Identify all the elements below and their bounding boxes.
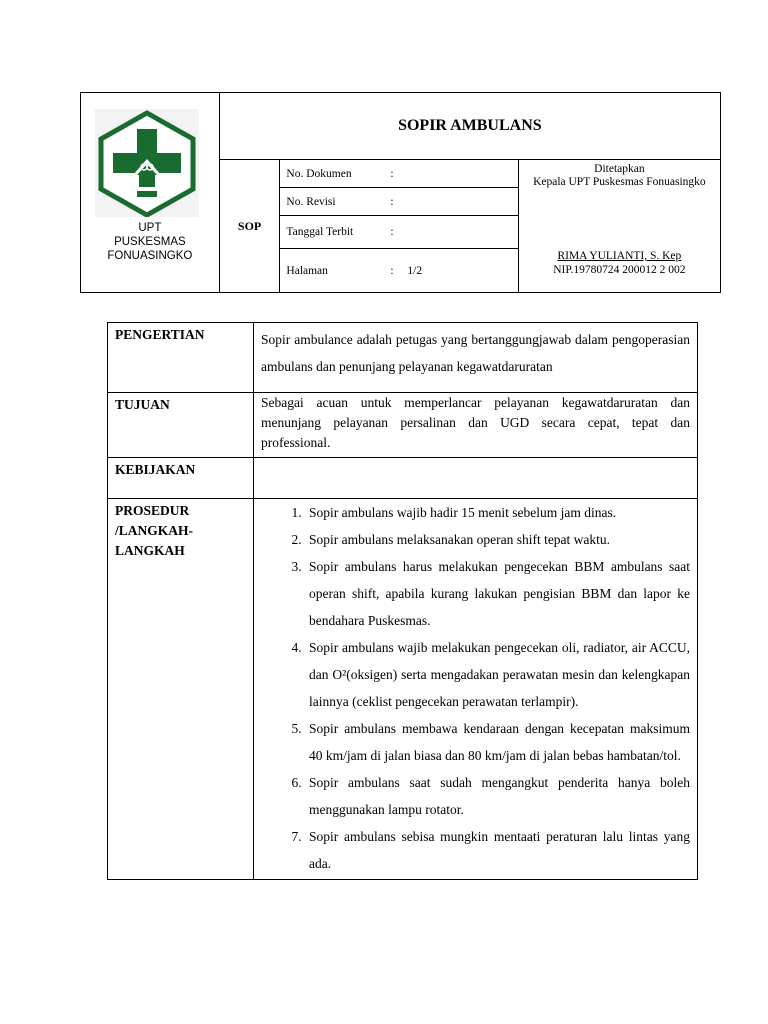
prosedur-label-line: /LANGKAH- [115, 523, 194, 538]
procedure-steps-list [261, 499, 690, 877]
meta-row-tanggal-terbit [280, 216, 518, 249]
meta-colon: : [390, 167, 394, 180]
procedure-step: 3. Sopir ambulans harus melakukan pengecekan BBM ambulans saat operan shift, apabila kurang lakukan pengisian BBM dan lapor ke bendahara Puskesmas. [305, 553, 690, 634]
document-title: SOPIR AMBULANS [219, 93, 720, 160]
institution-line: PUSKESMAS [114, 236, 186, 248]
institution-line: UPT [138, 222, 162, 234]
meta-colon: : [390, 264, 394, 277]
meta-label: No. Dokumen [286, 167, 352, 180]
procedure-step: 2. Sopir ambulans melaksanakan operan shift tepat waktu. [305, 526, 690, 553]
section-text-pengertian: Sopir ambulance adalah petugas yang bertanggungjawab dalam pengoperasian ambulans dan penunjang pelayanan kegawatdaruratan [254, 323, 698, 393]
institution-name [81, 221, 219, 263]
meta-row-halaman [280, 249, 518, 293]
section-label-tujuan: TUJUAN [108, 393, 254, 458]
procedure-step: 1. Sopir ambulans wajib hadir 15 menit sebelum jam dinas. [305, 499, 690, 526]
procedure-step: 4. Sopir ambulans wajib melakukan pengecekan oli, radiator, air ACCU, dan O²(oksigen) serta mengadakan perawatan mesin dan kelengkapan lainnya (ceklist pengecekan perawatan terlampir). [305, 634, 690, 715]
approval-block [518, 160, 720, 293]
section-label-pengertian: PENGERTIAN [108, 323, 254, 393]
procedure-step: 5. Sopir ambulans membawa kendaraan dengan kecepatan maksimum 40 km/jam di jalan biasa dan 80 km/jam di jalan bebas hambatan/tol. [305, 715, 690, 769]
logo-cell [81, 93, 220, 293]
procedure-step: 6. Sopir ambulans saat sudah mengangkut penderita hanya boleh menggunakan lampu rotator. [305, 769, 690, 823]
meta-row-no-revisi [280, 188, 518, 216]
approval-line1: Ditetapkan [594, 163, 645, 175]
prosedur-label-line: PROSEDUR [115, 503, 190, 518]
approver-nip: NIP.19780724 200012 2 002 [553, 264, 686, 276]
meta-label: Halaman [286, 264, 328, 277]
section-label-prosedur [108, 499, 254, 880]
sop-content-table [107, 322, 698, 880]
section-steps-prosedur [254, 499, 698, 880]
sop-header-table [80, 92, 721, 293]
approver-name: RIMA YULIANTI, S. Kep [557, 250, 682, 262]
approval-line2: Kepala UPT Puskesmas Fonuasingko [533, 176, 706, 188]
meta-value: 1/2 [407, 264, 423, 277]
sop-label: SOP [219, 160, 280, 293]
prosedur-label-line: LANGKAH [115, 543, 185, 558]
meta-label: No. Revisi [286, 195, 336, 208]
section-text-tujuan: Sebagai acuan untuk memperlancar pelayanan kegawatdaruratan dan menunjang pelayanan persalinan dan UGD secara cepat, tepat dan professional. [254, 393, 698, 458]
institution-line: FONUASINGKO [107, 250, 193, 262]
section-label-kebijakan: KEBIJAKAN [108, 458, 254, 499]
procedure-step: 7. Sopir ambulans sebisa mungkin mentaati peraturan lalu lintas yang ada. [305, 823, 690, 877]
meta-row-no-dokumen [280, 160, 518, 188]
meta-label: Tanggal Terbit [286, 226, 354, 238]
puskesmas-logo-icon [95, 109, 199, 217]
meta-colon: : [390, 226, 394, 238]
puskesmas-logo [95, 109, 199, 217]
section-text-kebijakan [254, 458, 698, 499]
meta-colon: : [390, 195, 394, 208]
